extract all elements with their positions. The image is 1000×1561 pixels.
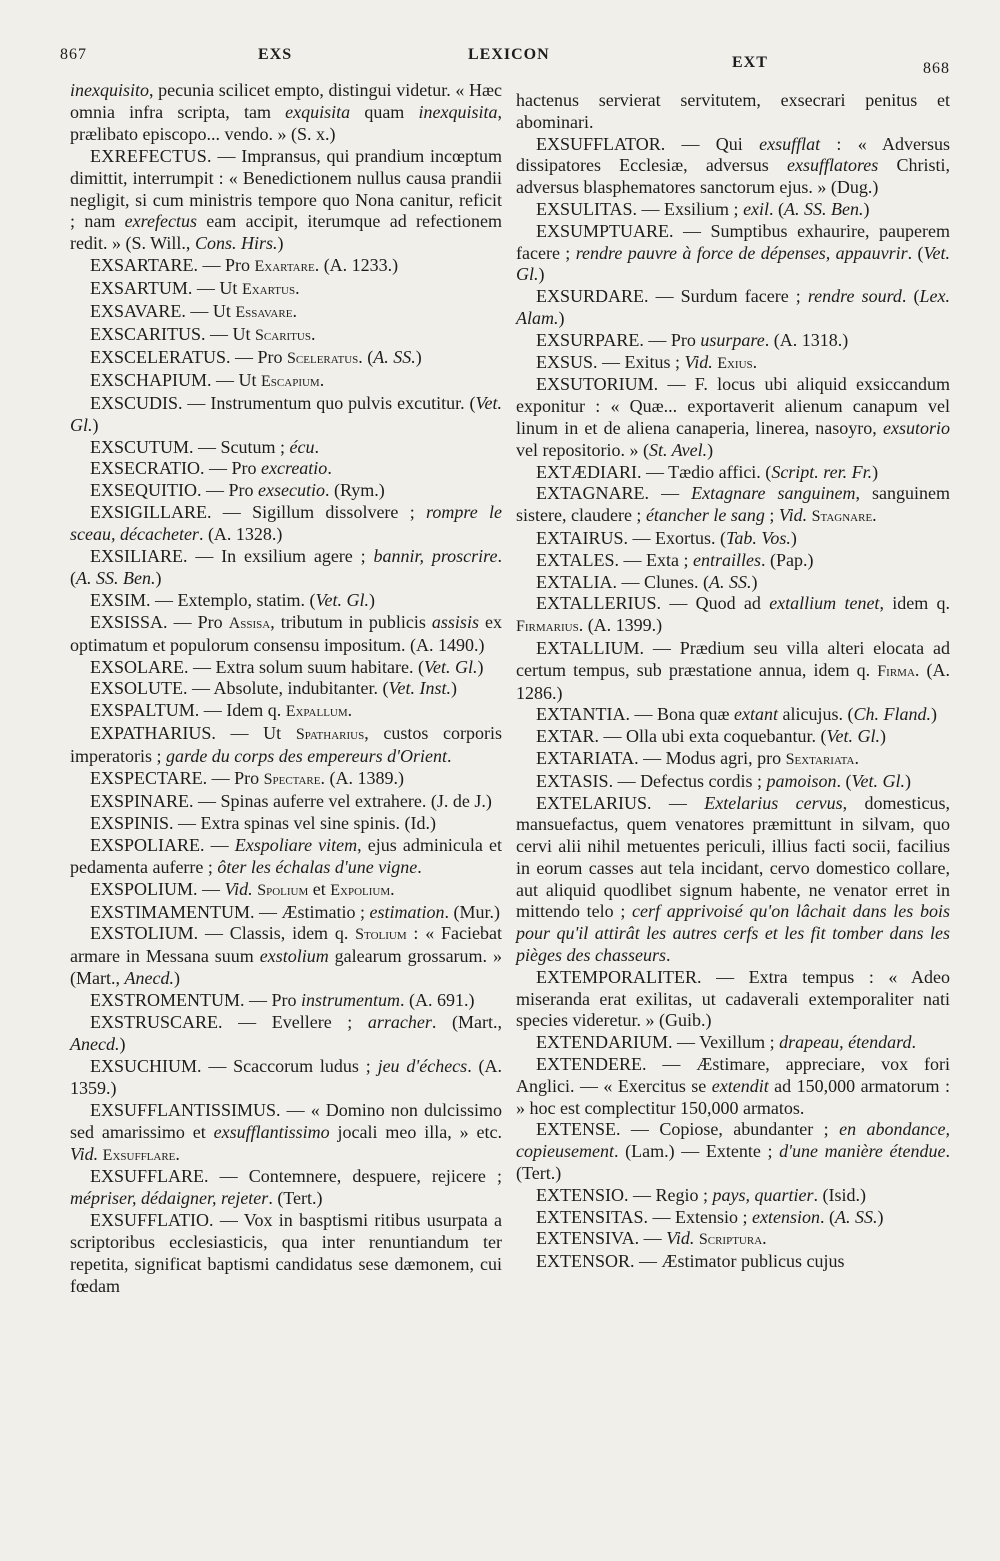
dictionary-entry: EXSPOLIUM. — Vid. Spolium et Expolium. [90,878,395,899]
dictionary-entry: EXSIM. — Extemplo, statim. (Vet. Gl.) [90,589,375,610]
dictionary-entry: EXTENSITAS. — Extensio ; extension. (A. SS.) [536,1206,884,1227]
dictionary-entry: EXSTOLIUM. — Classis, idem q. Stolium : « Faciebat armare in Messana suum exstolium galearum grossarum. » (Mart., Anecd.) [70,923,502,989]
dictionary-entry: EXTAIRUS. — Exortus. (Tab. Vos.) [536,527,797,548]
dictionary-entry: EXSPOLIARE. — Exspoliare vitem, ejus adminicula et pedamenta auferre ; ôter les échalas d'une vigne. [70,834,502,877]
dictionary-entry: EXTAR. — Olla ubi exta coquebantur. (Vet. Gl.) [536,726,886,747]
dictionary-entry: EXTENDERE. — Æstimare, appreciare, vox fori Anglici. — « Exercitus se extendit ad 150,000 armatorum : » hoc est complectitur 150,000 armatos. [516,1054,950,1118]
right-page-number: 868 [923,60,950,77]
dictionary-entry: EXSCHAPIUM. — Ut Escapium. [90,369,325,390]
left-page-number: 867 [60,46,87,63]
dictionary-entry: EXSUCHIUM. — Scaccorum ludus ; jeu d'échecs. (A. 1359.) [70,1055,502,1098]
dictionary-entry: EXTENSOR. — Æstimator publicus cujus [536,1251,845,1272]
dictionary-entry: EXTALES. — Exta ; entrailles. (Pap.) [536,549,814,570]
dictionary-entry: EXSECRATIO. — Pro excreatio. [90,458,332,479]
dictionary-entry: EXSILIARE. — In exsilium agere ; bannir, proscrire. (A. SS. Ben.) [70,546,502,588]
dictionary-entry: EXTENDARIUM. — Vexillum ; drapeau, étendard. [536,1032,916,1053]
dictionary-entry: EXSUS. — Exitus ; Vid. Exius. [536,351,758,372]
dictionary-entry: EXTASIS. — Defectus cordis ; pamoison. (Vet. Gl.) [536,770,912,791]
dictionary-entry: hactenus servierat servitutem, exsecrari penitus et abominari. [516,90,950,132]
dictionary-entry: EXSCUDIS. — Instrumentum quo pulvis excutitur. (Vet. Gl.) [70,392,502,435]
dictionary-entry: EXSURDARE. — Surdum facere ; rendre sourd. (Lex. Alam.) [516,286,950,328]
dictionary-entry: EXTAGNARE. — Extagnare sanguinem, sanguinem sistere, claudere ; étancher le sang ; Vid. Stagnare. [516,483,950,526]
dictionary-entry: EXSEQUITIO. — Pro exsecutio. (Rym.) [90,480,385,501]
right-guide-word: EXT [732,54,768,71]
dictionary-entry: EXTARIATA. — Modus agri, pro Sextariata. [536,747,859,768]
dictionary-entry: EXSOLARE. — Extra solum suum habitare. (Vet. Gl.) [90,656,484,677]
dictionary-entry: EXSCUTUM. — Scutum ; écu. [90,436,319,457]
dictionary-entry: EXSCARITUS. — Ut Scaritus. [90,323,316,344]
dictionary-entry: EXREFECTUS. — Impransus, qui prandium incœptum dimittit, interrumpit : « Benedictionem nullus causa prandii negligit, si cum ministris tempore quo Nona canitur, reficit ; nam exrefectus eam accipit, iterumque ad refectionem redit. » (S. Will., Cons. Hirs.) [70,145,502,254]
dictionary-entry: EXTALIA. — Clunes. (A. SS.) [536,571,758,592]
left-guide-word: EXS [258,46,293,63]
dictionary-entry: inexquisito, pecunia scilicet empto, distingui videtur. « Hæc omnia infra scripta, tam exquisita quam inexquisita, prælibato episcopo... vendo. » (S. x.) [70,80,502,144]
dictionary-entry: EXSARTARE. — Pro Exartare. (A. 1233.) [90,255,399,276]
dictionary-entry: EXTELARIUS. — Extelarius cervus, domesticus, mansuefactus, quem venatores præmittunt in silvam, quo cervi alii nihil metuentes periculi, illius facti socii, facilius in eorum casses aut tela incidant, cervo domestico collare, aut aliquid quodlibet signum habente, ne venator erret in mittendo telo ; cerf apprivoisé qu'on lâchait dans les bois pour qu'il attirât les autres cerfs et les fit tomber dans les pièges des chasseurs. [516,792,950,966]
right-column [516,90,950,1273]
dictionary-entry: EXSUFFLATIO. — Vox in basptismi ritibus usurpata a scriptoribus ecclesiasticis, qua inter renuntiandum ter repetita, significat baptismi candidatus sese dæmonem, cui fœdam [70,1210,502,1296]
dictionary-entry: EXSTRUSCARE. — Evellere ; arracher. (Mart., Anecd.) [70,1012,503,1054]
dictionary-entry: EXSISSA. — Pro Assisa, tributum in publicis assisis ex optimatum et populorum consensu impositum. (A. 1490.) [70,611,502,655]
dictionary-entry: EXTÆDIARI. — Tædio affici. (Script. rer. Fr.) [536,461,879,482]
dictionary-entry: EXTENSE. — Copiose, abundanter ; en abondance, copieusement. (Lam.) — Extente ; d'une manière étendue. (Tert.) [516,1119,951,1184]
dictionary-entry: EXSUFFLARE. — Contemnere, despuere, rejicere ; mépriser, dédaigner, rejeter. (Tert.) [70,1166,502,1209]
dictionary-entry: EXPATHARIUS. — Ut Spatharius, custos corporis imperatoris ; garde du corps des empereurs d'Orient. [70,723,503,767]
dictionary-entry: EXSUTORIUM. — F. locus ubi aliquid exsiccandum exponitur : « Quæ... exportaverit alienum canapum vel linum in et de aliena canaperia, linerea, nasoyro, exsutorio vel repositorio. » (St. Avel.) [516,374,950,460]
dictionary-entry: EXSUFFLATOR. — Qui exsufflat : « Adversus dissipatores Ecclesiæ, adversus exsufflatores Christi, adversus blasphematores sanctorum ejus. » (Dug.) [516,133,951,198]
dictionary-entry: EXTALLERIUS. — Quod ad extallium tenet, idem q. Firmarius. (A. 1399.) [516,593,951,636]
dictionary-entry: EXSPECTARE. — Pro Spectare. (A. 1389.) [90,768,404,789]
dictionary-entry: EXSTIMAMENTUM. — Æstimatio ; estimation. (Mur.) [90,901,501,922]
dictionary-entry: EXTENSIO. — Regio ; pays, quartier. (Isid.) [536,1184,866,1205]
dictionary-entry: EXSUMPTUARE. — Sumptibus exhaurire, pauperem facere ; rendre pauvre à force de dépenses, appauvrir. (Vet. Gl.) [516,220,950,285]
dictionary-entry: EXSULITAS. — Exsilium ; exil. (A. SS. Ben.) [536,198,870,219]
dictionary-entry: EXSCELERATUS. — Pro Sceleratus. (A. SS.) [90,346,422,367]
dictionary-entry: EXTANTIA. — Bona quæ extant alicujus. (Ch. Fland.) [536,704,938,725]
dictionary-entry: EXSPALTUM. — Idem q. Expallum. [90,700,353,721]
left-column [70,80,502,1298]
running-header [60,46,950,80]
dictionary-entry: EXSURPARE. — Pro usurpare. (A. 1318.) [536,329,849,350]
dictionary-entry: EXSTROMENTUM. — Pro instrumentum. (A. 691.) [90,990,475,1011]
dictionary-entry: EXSIGILLARE. — Sigillum dissolvere ; rompre le sceau, décacheter. (A. 1328.) [70,502,503,545]
dictionary-entry: EXSOLUTE. — Absolute, indubitanter. (Vet. Inst.) [90,678,457,699]
dictionary-entry: EXSPINIS. — Extra spinas vel sine spinis. (Id.) [90,812,436,833]
dictionary-entry: EXSAVARE. — Ut Essavare. [90,301,297,322]
dictionary-entry: EXTALLIUM. — Prædium seu villa alteri elocata ad certum tempus, sub præstatione annua, idem q. Firma. (A. 1286.) [516,637,951,703]
dictionary-entry: EXSUFFLANTISSIMUS. — « Domino non dulcissimo sed amarissimo et exsufflantissimo jocali meo illa, » etc. Vid. Exsufflare. [70,1099,502,1164]
dictionary-entry: EXSARTUM. — Ut Exartus. [90,278,300,299]
dictionary-entry: EXTEMPORALITER. — Extra tempus : « Adeo miseranda erat exilitas, ut cadaverali extemporaliter nati species videretur. » (Guib.) [516,966,950,1031]
header-title: LEXICON [468,46,550,63]
dictionary-entry: EXSPINARE. — Spinas auferre vel extrahere. (J. de J.) [90,791,492,811]
dictionary-entry: EXTENSIVA. — Vid. Scriptura. [536,1228,767,1249]
